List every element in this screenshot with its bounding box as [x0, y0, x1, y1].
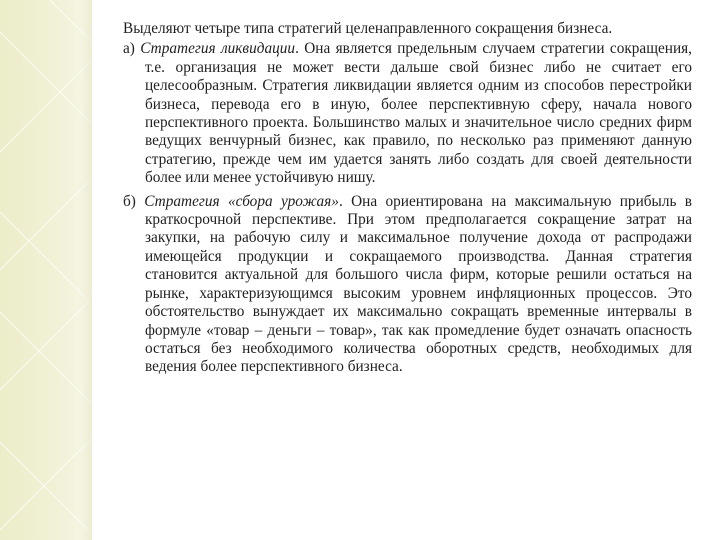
intro-paragraph: Выделяют четыре типа стратегий целенаправленного сокращения бизнеса.: [123, 20, 613, 37]
band-shadow: [80, 0, 92, 540]
item-marker: а): [123, 40, 135, 58]
strategy-harvest-paragraph: [123, 193, 692, 377]
strategy-liquidation-paragraph: [123, 40, 692, 187]
strategy-description: . Она является предельным случаем стратегии сокращения, т.е. организация не может вести дальше свой бизнес либо не считает его целесообразным. Стратегия ликвидации является одним из способов перестройки бизнеса, перевода его в иную, более перспективную сферу, начала нового перспективного проекта. Большинство малых и значительное число средних фирм ведущих венчурный бизнес, как правило, по несколько раз применяют данную стратегию, прежде чем им удается занять либо создать для своей деятельности более или менее устойчивую нишу.: [145, 40, 693, 187]
strategy-description: . Она ориентирована на максимальную прибыль в краткосрочной перспективе. При этом предполагается сокращение затрат на закупки, на рабочую силу и максимальное получение дохода от распродажи имеющейся продукции и сокращаемого производства. Данная стратегия становится актуальной для большого числа фирм, которые решили остаться на рынке, характеризующимся высоким уровнем инфляционных процессов. Это обстоятельство вынуждает их максимально сокращать временные интервалы в формуле «товар – деньги – товар», так как промедление будет означать опасность остаться без необходимого количества оборотных средств, необходимых для ведения более перспективного бизнеса.: [145, 192, 693, 376]
decorative-side-band: [0, 0, 92, 540]
strategy-term: Стратегия ликвидации: [140, 40, 296, 58]
slide-text-body: [123, 20, 692, 381]
strategy-term: Стратегия «сбора урожая»: [144, 192, 339, 210]
item-marker: б): [123, 192, 136, 210]
